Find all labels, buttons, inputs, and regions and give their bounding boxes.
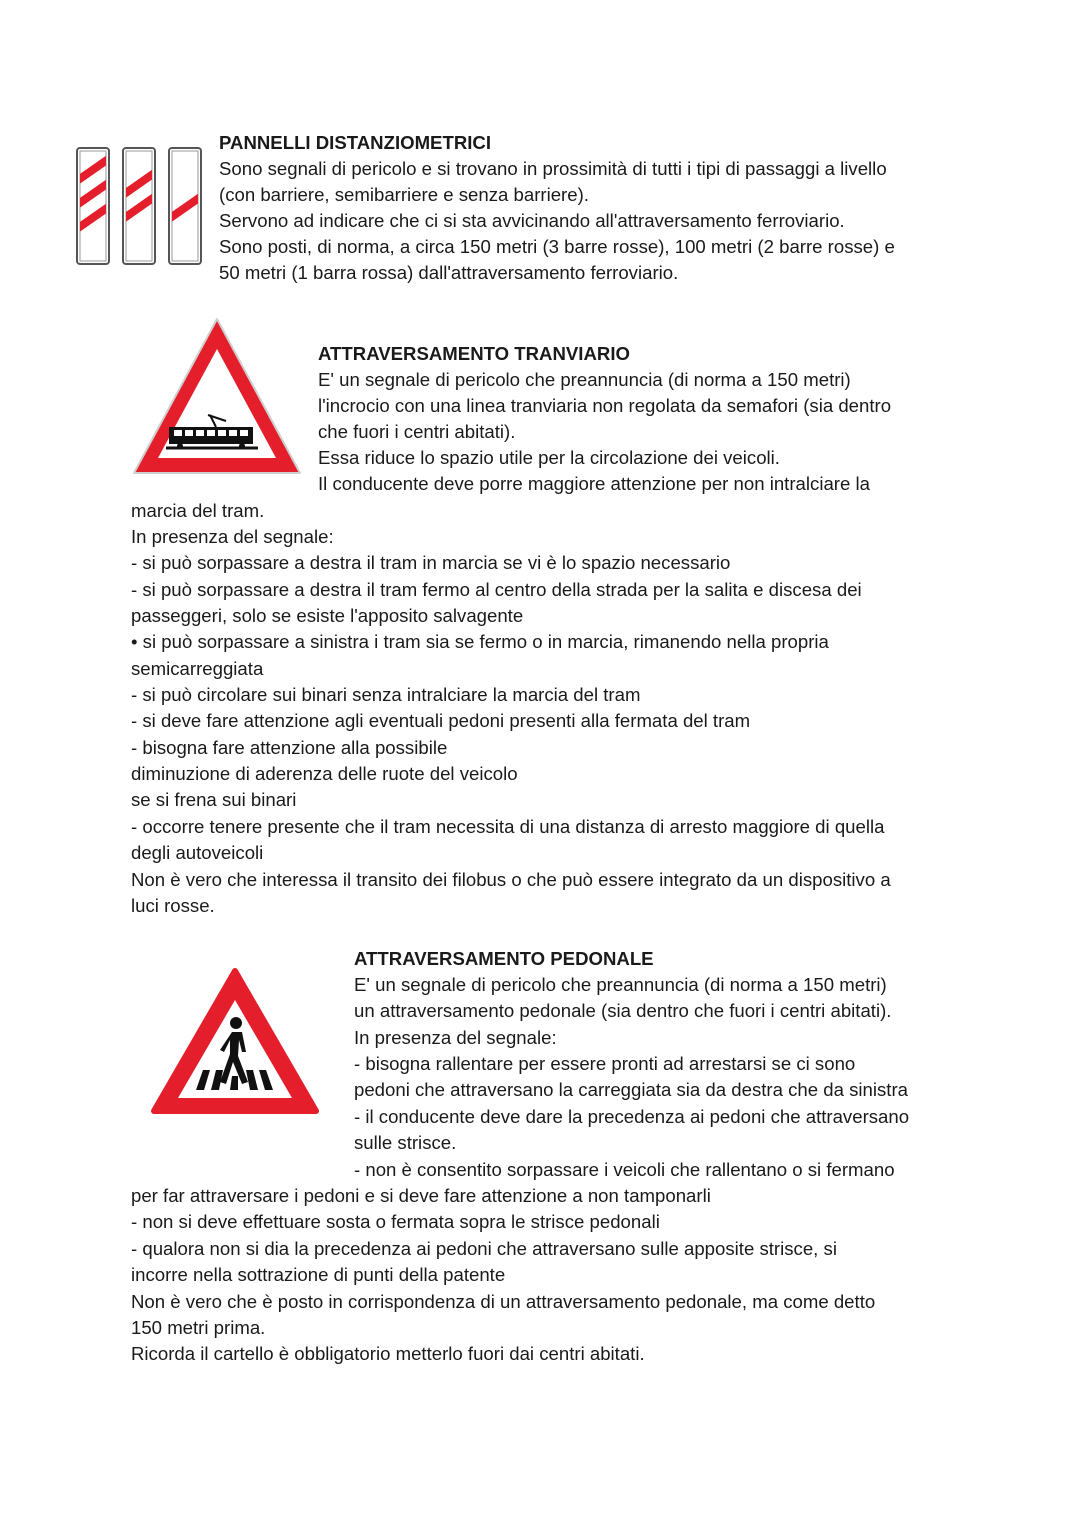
- text-line: - bisogna rallentare per essere pronti ad arrestarsi se ci sono: [354, 1053, 856, 1074]
- text-line: che fuori i centri abitati).: [318, 421, 516, 442]
- text-line: Sono posti, di norma, a circa 150 metri (3 barre rosse), 100 metri (2 barre rosse) e: [219, 236, 895, 257]
- section-title-tranviario: ATTRAVERSAMENTO TRANVIARIO: [318, 343, 630, 364]
- text-line: - si deve fare attenzione agli eventuali pedoni presenti alla fermata del tram: [131, 710, 751, 731]
- text-line: • si può sorpassare a sinistra i tram sia se fermo o in marcia, rimanendo nella propria: [131, 631, 829, 652]
- text-line: passeggeri, solo se esiste l'apposito salvagente: [131, 605, 524, 626]
- section-title-pannelli: PANNELLI DISTANZIOMETRICI: [219, 132, 492, 153]
- text-line: E' un segnale di pericolo che preannuncia (di norma a 150 metri): [318, 369, 851, 390]
- text-line: Non è vero che è posto in corrispondenza di un attraversamento pedonale, ma come detto: [131, 1291, 876, 1312]
- section-title-pedonale: ATTRAVERSAMENTO PEDONALE: [354, 948, 654, 969]
- text-line: pedoni che attraversano la carreggiata sia da destra che da sinistra: [354, 1079, 909, 1100]
- text-line: un attraversamento pedonale (sia dentro che fuori i centri abitati).: [354, 1000, 892, 1021]
- text-line: 50 metri (1 barra rossa) dall'attraversamento ferroviario.: [219, 262, 679, 283]
- text-line: - bisogna fare attenzione alla possibile: [131, 737, 448, 758]
- text-line: E' un segnale di pericolo che preannuncia (di norma a 150 metri): [354, 974, 887, 995]
- text-line: per far attraversare i pedoni e si deve fare attenzione a non tamponarli: [131, 1185, 711, 1206]
- text-line: - si può sorpassare a destra il tram fermo al centro della strada per la salita e discesa dei: [131, 579, 862, 600]
- text-line: In presenza del segnale:: [354, 1027, 557, 1048]
- pedestrian-crossing-sign-icon: [150, 966, 320, 1116]
- text-line: - qualora non si dia la precedenza ai pedoni che attraversano sulle apposite strisce, si: [131, 1238, 837, 1259]
- text-line: marcia del tram.: [131, 500, 265, 521]
- text-line: Il conducente deve porre maggiore attenzione per non intralciare la: [318, 473, 870, 494]
- text-line: In presenza del segnale:: [131, 526, 334, 547]
- distance-panels-icon: [74, 145, 206, 267]
- text-line: luci rosse.: [131, 895, 215, 916]
- text-line: Non è vero che interessa il transito dei filobus o che può essere integrato da un dispositivo a: [131, 869, 891, 890]
- text-line: - il conducente deve dare la precedenza ai pedoni che attraversano: [354, 1106, 910, 1127]
- text-line: se si frena sui binari: [131, 789, 297, 810]
- text-line: sulle strisce.: [354, 1132, 457, 1153]
- text-line: semicarreggiata: [131, 658, 264, 679]
- text-line: incorre nella sottrazione di punti della patente: [131, 1264, 506, 1285]
- text-line: - si può sorpassare a destra il tram in marcia se vi è lo spazio necessario: [131, 552, 731, 573]
- text-line: Sono segnali di pericolo e si trovano in prossimità di tutti i tipi di passaggi a livello: [219, 158, 887, 179]
- tram-warning-sign-icon: [130, 315, 304, 477]
- text-line: Servono ad indicare che ci si sta avvicinando all'attraversamento ferroviario.: [219, 210, 845, 231]
- text-line: - si può circolare sui binari senza intralciare la marcia del tram: [131, 684, 641, 705]
- text-line: degli autoveicoli: [131, 842, 264, 863]
- text-line: Ricorda il cartello è obbligatorio metterlo fuori dai centri abitati.: [131, 1343, 645, 1364]
- text-line: - non si deve effettuare sosta o fermata sopra le strisce pedonali: [131, 1211, 660, 1232]
- text-line: - non è consentito sorpassare i veicoli che rallentano o si fermano: [354, 1159, 895, 1180]
- text-line: Essa riduce lo spazio utile per la circolazione dei veicoli.: [318, 447, 780, 468]
- text-line: (con barriere, semibarriere e senza barriere).: [219, 184, 589, 205]
- text-line: 150 metri prima.: [131, 1317, 266, 1338]
- text-line: - occorre tenere presente che il tram necessita di una distanza di arresto maggiore di quella: [131, 816, 885, 837]
- text-line: l'incrocio con una linea tranviaria non regolata da semafori (sia dentro: [318, 395, 892, 416]
- text-line: diminuzione di aderenza delle ruote del veicolo: [131, 763, 518, 784]
